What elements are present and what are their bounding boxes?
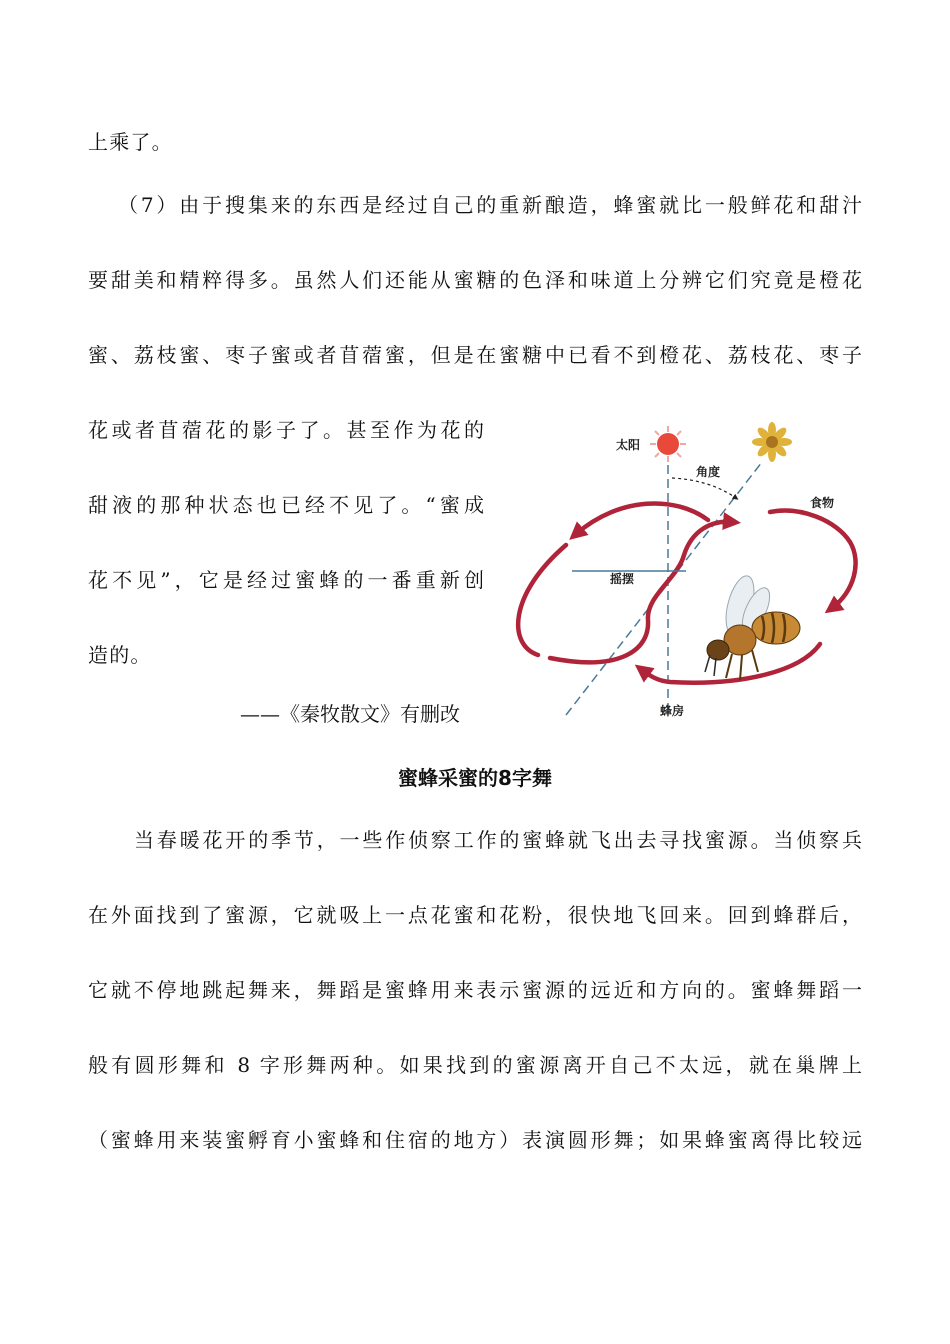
text-line: （7）由于搜集来的东西是经过自己的重新酿造，蜂蜜就比一般鲜花和甜汁 xyxy=(118,193,862,217)
text-line: 在外面找到了蜜源，它就吸上一点花蜜和花粉，很快地飞回来。回到蜂群后， xyxy=(88,903,862,927)
flower-icon xyxy=(752,422,792,462)
text-line: 它就不停地跳起舞来，舞蹈是蜜蜂用来表示蜜源的远近和方向的。蜜蜂舞蹈一 xyxy=(88,978,862,1002)
waggle-dance-figure xyxy=(500,410,880,730)
source-citation: ——《秦牧散文》有删改 xyxy=(240,702,460,726)
text-line: 当春暖花开的季节，一些作侦察工作的蜜蜂就飞出去寻找蜜源。当侦察兵 xyxy=(134,828,862,852)
waggle-label: 摇摆 xyxy=(610,572,635,586)
article-title: 蜜蜂采蜜的8字舞 xyxy=(398,766,552,790)
text-line: 花不见”，它是经过蜜蜂的一番重新创 xyxy=(88,568,484,592)
food-label: 食物 xyxy=(810,496,835,510)
text-line: 般有圆形舞和 8 字形舞两种。如果找到的蜜源离开自己不太远，就在巢牌上 xyxy=(88,1053,862,1077)
hive-label: 蜂房 xyxy=(660,704,685,718)
bee-illustration xyxy=(705,573,800,680)
text-line: 要甜美和精粹得多。虽然人们还能从蜜糖的色泽和味道上分辨它们究竟是橙花 xyxy=(88,268,862,292)
angle-arrow xyxy=(672,478,736,498)
text-line: （蜜蜂用来装蜜孵育小蜜蜂和住宿的地方）表演圆形舞；如果蜂蜜离得比较远 xyxy=(88,1128,862,1152)
text-line: 上乘了。 xyxy=(88,130,173,154)
text-line: 造的。 xyxy=(88,643,152,667)
sun-icon xyxy=(650,426,686,462)
sun-label: 太阳 xyxy=(616,438,641,452)
text-line: 花或者苜蓿花的影子了。甚至作为花的 xyxy=(88,418,484,442)
angle-label: 角度 xyxy=(696,465,721,479)
text-line: 蜜、荔枝蜜、枣子蜜或者苜蓿蜜，但是在蜜糖中已看不到橙花、荔枝花、枣子 xyxy=(88,343,862,367)
text-line: 甜液的那种状态也已经不见了。“蜜成 xyxy=(88,493,484,517)
dance-path xyxy=(518,503,855,682)
